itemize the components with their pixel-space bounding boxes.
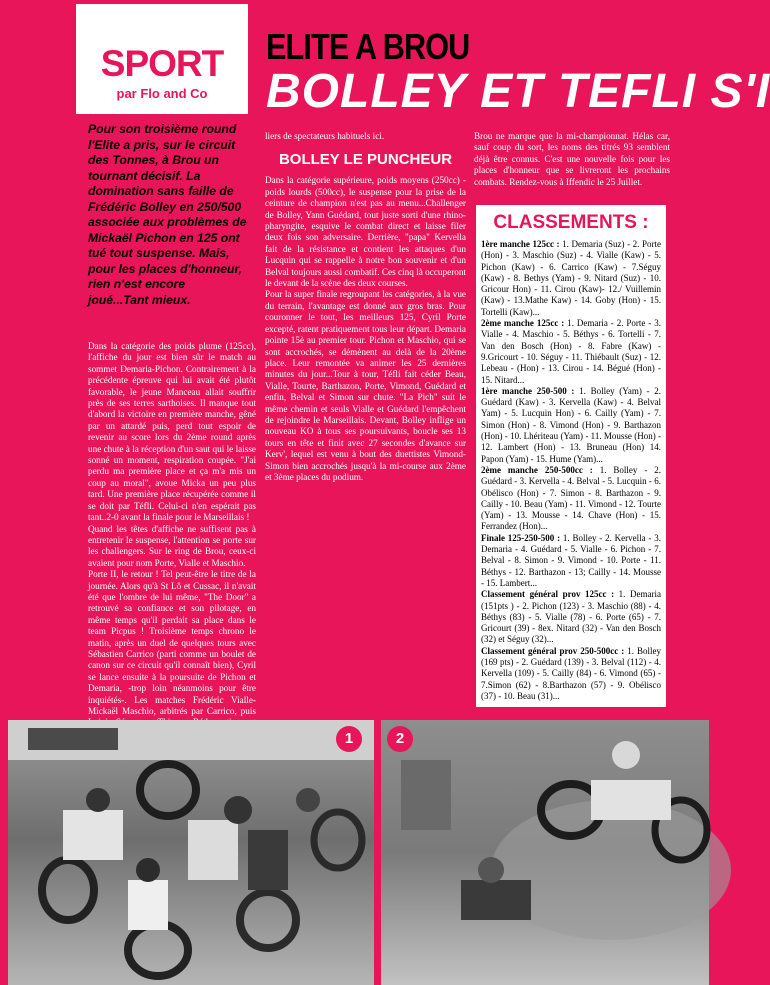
classements-box (476, 205, 666, 707)
classement-heading: 1ère manche 125cc : (481, 239, 560, 249)
classement-entry (481, 318, 661, 386)
article-paragraph: Dans la catégorie supérieure, poids moyens (250cc) - poids lourds (500cc), le suspense pour la prise de la ceinture de champion n'est pas au menu...Challenger de Bolley, Yann Guédard, tout juste sorti d'une rhino-pharyngite, esquive le combat direct et laisse filer deux fois son adversaire. Derrière, "papa" Kervella fait de la résistance et contient les attaques d'un Lucquin qui se rappelle à notre bon souvenir et d'un Belval toujours aussi combatif. Ces cinq là occuperont le devant de la scène des deux courses. (265, 175, 466, 289)
photo-2-image (381, 720, 709, 985)
classement-results: 1. Demaria (Suz) - 2. Porte (Hon) - 3. Maschio (Suz) - 4. Vialle (Kaw) - 5. Pichon (Kaw) - 6. Carrico (Kaw) - 7.Séguy (Kaw) - 8. Bethys (Yam) - 9. Nitard (Suz) - 10. Gricour Hon) - 11. Cirou (Kaw)- 12./ Vuillemin (Kaw) - 13.Mathe Kaw) - 14. Goby (Hon) - 15. Tortelli (Kaw)... (481, 239, 661, 317)
photo-rider-crash (381, 720, 709, 985)
headline: BOLLEY ET TEFLI S'I (266, 65, 770, 118)
classement-entry (481, 589, 661, 645)
classement-entry (481, 239, 661, 318)
classements-title: CLASSEMENTS : (493, 212, 649, 233)
classement-heading: Classement général prov 250-500cc : (481, 645, 625, 656)
classement-results: 1. Bolley - 2. Guédard - 3. Kervella - 4. Belval - 5. Lucquin - 6. Obélisco (Hon) - 7. Simon - 8. Barthazon - 9. Cailly - 10. Beau (Yam) - 11. Vimond - 12. Tourte (Yam) - 13. Mousse - 14. Chave (Hon) - 15. Ferrandez (Hon)... (481, 464, 662, 532)
photo-number-badge: 2 (387, 726, 413, 752)
classement-heading: 1ère manche 250-500 : (481, 385, 575, 396)
classement-heading: Classement général prov 125cc : (481, 589, 615, 600)
classement-results: 1. Demaria (151pts ) - 2. Pichon (123) - 3. Maschio (88) - 4. Béthys (83) - 5. Vialle (78) - 6. Porte (65) - 7. Gricourt (39) - 8ex. Nitard (32) - Van den Bosch (32) et Séguy (32)... (481, 589, 661, 645)
kicker-title: ELITE A BROU (266, 26, 470, 67)
classement-results: 1. Bolley (Yam) - 2. Guédard (Kaw) - 3. Kervella (Kaw) - 4. Belval Yam) - 5. Lucquin Hon) - 6. Cailly (Yam) - 7. Simon (Hon) - 8. Vimond (Hon) - 9. Barthazon (Hon) - 10. Lhériteau (Yam) - 11. Mousse (Hon) - 12. Lambert (Hon) - 13. Bruneau (Hon) 14. Papon (Yam) - 15. Hume (Yam)... (481, 385, 662, 464)
classement-heading: 2ème manche 125cc : (481, 318, 565, 329)
section-label-box (76, 4, 248, 114)
classement-entry (481, 646, 661, 702)
article-paragraph: Porte II, le retour ! Tel peut-être le titre de la journée. Alors qu'à St Lô et Cussac, il n'avait été que l'ombre de lui même, "The Door" a retrouvé sa confiance et son pilotage, en même temps qu'il perdait sa place dans le team Picpus ! Troisième temps chrono le matin, après un duel de quelques tours avec Sébastien Carrico (parti comme un boulet de canon sur ce circuit qu'il connaît bien), Cyril se lance ensuite à la poursuite de Pichon et Demaria, -trop loin néanmoins pour être inquiétés-. Les matches Frédéric Vialle-Mickaël Maschio, arbitrés par Carrico, puis (88, 569, 256, 716)
article-paragraph: Brou ne marque que la mi-championnat. Hélas car, sauf coup du sort, les noms des titrés 93 semblent déjà être connus. C'est une nouvelle fois pour les places d'honneur que se livreront les prochains combats. Rendez-vous à Iffendic le 25 Juillet. (474, 131, 670, 187)
article-column-2 (265, 131, 466, 483)
article-paragraph: Dans la catégorie des poids plume (125cc), l'affiche du jour est bien sûr le match au sommet Demaria-Pichon. Contrairement à la précédente épreuve qui lui avait été plutôt favorable, le jeune Manceau allait souffrir près de ses terres sarthoises. Il manque tout d'abord la victoire en première manche, gêné par un attardé puis, perd tout espoir de revenir au score lors du 2ème round après une chute à la réception d'un saut qui le laisse sonné un moment, respiration coupée. "J'ai perdu ma première place et ça m'a mis un coup au moral", avoue Micka un peu plus tard. Une première place récupérée comme il se doit par Téfli. Celui-ci n'en espérait pas tant..2-0 avant la finale pour le Marseillais ! (88, 341, 256, 523)
classement-heading: 2ème manche 250-500cc : (481, 464, 593, 475)
subheading: BOLLEY LE PUNCHEUR (278, 151, 453, 169)
section-title: SPORT (100, 43, 224, 84)
classement-results: 1. Bolley - 2. Kervella - 3. Demaria - 4. Guédard - 5. Vialle - 6. Pichon - 7. Belval - 8. Simon - 9. Vimond - 10. Porte - 11. Béthys - 12. Barthazon - 13; Cailly - 14. Mousse - 15. Lambert... (481, 532, 661, 588)
byline: par Flo and Co (116, 86, 208, 101)
classement-heading: Finale 125-250-500 : (481, 532, 561, 543)
article-column-3 (474, 131, 670, 188)
classement-entry (481, 533, 661, 589)
photo-1-image (8, 720, 374, 985)
article-paragraph: Pour la super finale regroupant les catégories, à la vue du terrain, l'avantage est donné aux gros bras. Pour couronner le tout, les meilleurs 125, Cyril Porte excepté, ratent pratiquement tous leur départ. Demaria pointe 15è au premier tour. Pichon et Maschio, qui se sont accrochés, se démènent au delà de la 20ème place. Leur remontée va animer les 25 dernières minutes du jour...Tour à tour, Téfli fait céder Beau, Vialle, Tourte, Barthazon, Porte, Vimond, Guédard et enfin, Belval et Simon sur chute. "La Pich" suit le même chemin et seuls Vialle et Guédard l'empêchent de rejoindre le Marseillais. Devant, Bolley inflige un nouveau KO à tous ses poursuivants, boucle ses 13 tours en tête et finit avec 27 secondes d'avance sur Kerv', lequel est venu à bout des duettistes Vimond-Simon bien accrochés jusqu'à la mi-course aux 2ème et 3ème places du podium. (265, 289, 466, 482)
classements-list (476, 239, 666, 702)
photo-motocross-start (8, 720, 374, 985)
classement-entry (481, 465, 661, 533)
photo-number-badge: 1 (336, 726, 362, 752)
classement-results: 1. Demaria - 2. Porte - 3. Vialle - 4. Maschio - 5. Béthys - 6. Tortelli - 7. Van den Bosch (Hon) - 8. Fabre (Kaw) - 9.Gricourt - 10. Séguy - 11. Thiébault (Suz) - 12. Lebeau - (Hon) - 13. Cirou - 14. Bégué (Hon) - 15. Nitard... (481, 318, 661, 385)
lead-paragraph: Pour son troisième round l'Elite a pris, sur le circuit des Tonnes, à Brou un tournant décisif. La domination sans faille de Frédéric Bolley en 250/500 associée aux problèmes de Mickaël Pichon en 125 ont tué tout suspense. Mais, pour les places d'honneur, rien n'est encore joué...Tant mieux. (88, 122, 247, 307)
article-column-1 (88, 341, 256, 740)
classement-entry (481, 386, 661, 465)
classement-results: 1. Bolley (169 pts) - 2. Guédard (139) - 3. Belval (112) - 4. Kervella (109) - 5. Cailly (84) - 6. Vimond (65) - 7.Simon (62) - 8.Barthazon (57) - 9. Obélisco (37) - 10. Beau (31)... (481, 645, 661, 701)
article-paragraph: Quand les têtes d'affiche ne suffisent pas à entretenir le suspense, l'attention se porte sur les challengers. Sur le ring de Brou, ceux-ci avaient pour nom Porte, Vialle et Maschio. (88, 523, 256, 568)
article-paragraph: liers de spectateurs habituels ici. (265, 131, 385, 141)
